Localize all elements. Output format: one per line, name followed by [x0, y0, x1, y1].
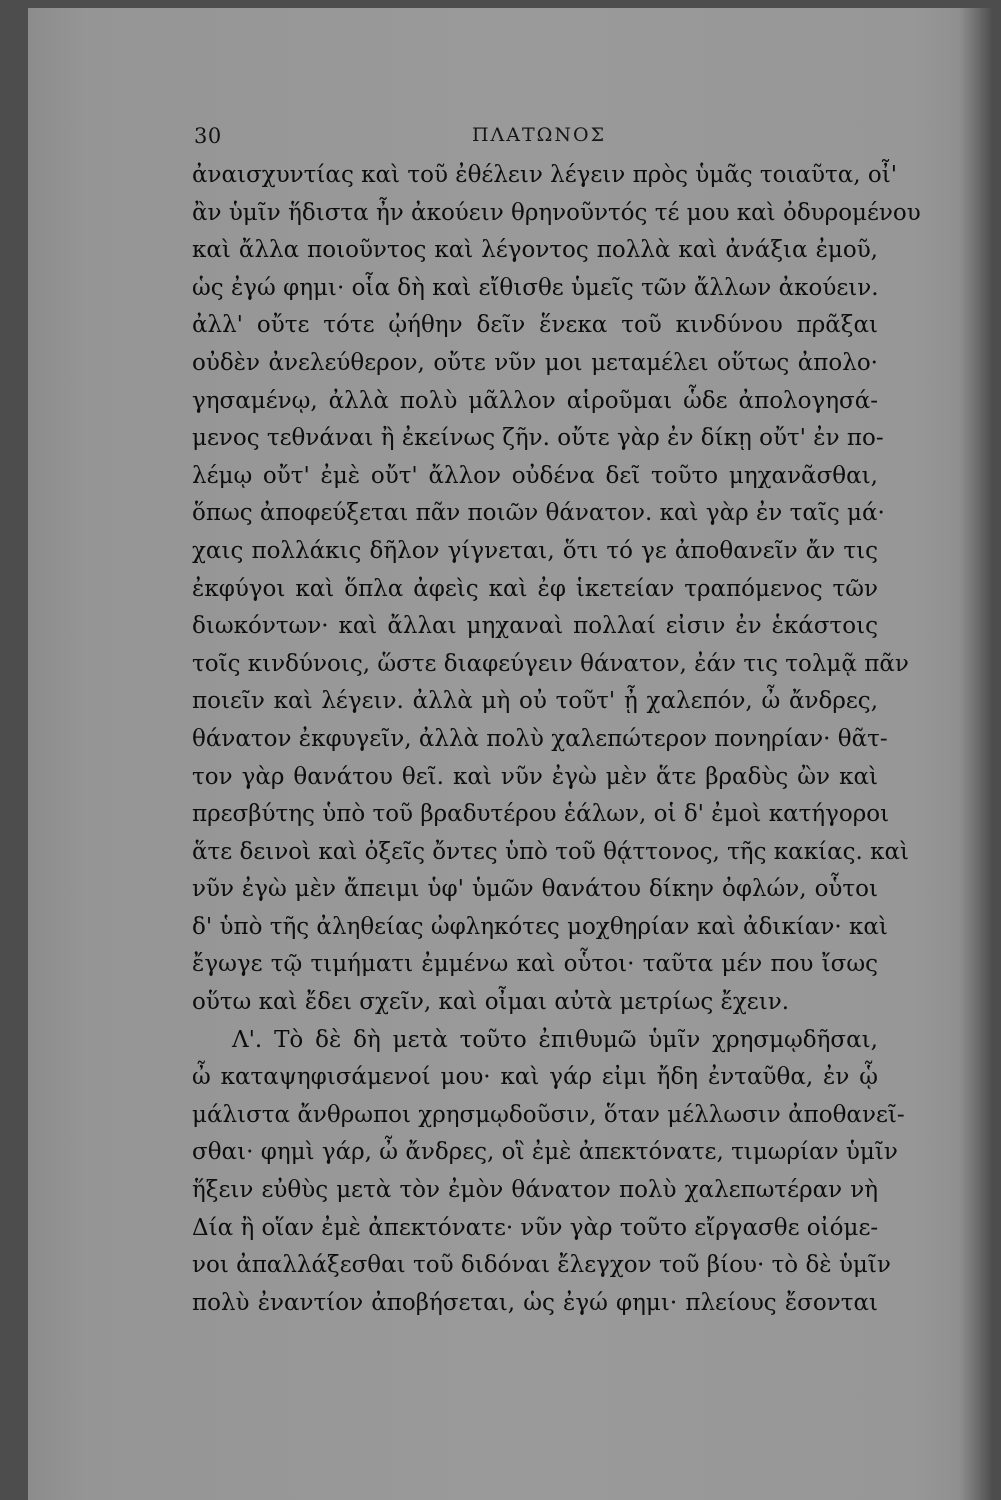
text-line: καὶ ἄλλα ποιοῦντος καὶ λέγοντος πολλὰ καὶ ἀνάξια ἐμοῦ, — [192, 237, 878, 264]
text-line: ἅτε δεινοὶ καὶ ὀξεῖς ὄντες ὑπὸ τοῦ θᾴττονος, τῆς κακίας. καὶ — [192, 838, 910, 865]
text-line: οὐδὲν ἀνελεύθερον, οὔτε νῦν μοι μεταμέλει οὕτως ἀπολο· — [192, 349, 878, 376]
section-start-line: Λ'. Τὸ δὲ δὴ μετὰ τοῦτο ἐπιθυμῶ ὑμῖν χρησμῳδῆσαι, — [232, 1026, 878, 1053]
text-line: ὦ καταψηφισάμενοί μου· καὶ γάρ εἰμι ἤδη ἐνταῦθα, ἐν ᾧ — [192, 1064, 878, 1091]
text-line: ἐκφύγοι καὶ ὅπλα ἀφεὶς καὶ ἐφ ἱκετείαν τραπόμενος τῶν — [192, 575, 878, 602]
text-line: σθαι· φημὶ γάρ, ὦ ἄνδρες, οἳ ἐμὲ ἀπεκτόνατε, τιμωρίαν ὑμῖν — [192, 1139, 898, 1166]
body-text — [192, 157, 921, 1322]
text-line: ἔγωγε τῷ τιμήματι ἐμμένω καὶ οὗτοι· ταῦτα μέν που ἴσως — [192, 951, 878, 978]
text-line: δ' ὑπὸ τῆς ἀληθείας ὠφληκότες μοχθηρίαν καὶ ἀδικίαν· καὶ — [192, 913, 888, 940]
text-line: τοῖς κινδύνοις, ὥστε διαφεύγειν θάνατον, ἐάν τις τολμᾷ πᾶν — [192, 650, 909, 677]
text-line: ποιεῖν καὶ λέγειν. ἀλλὰ μὴ οὐ τοῦτ' ᾖ χαλεπόν, ὦ ἄνδρες, — [192, 688, 878, 715]
text-line: διωκόντων· καὶ ἄλλαι μηχαναὶ πολλαί εἰσιν ἐν ἑκάστοις — [192, 613, 878, 640]
text-line: ἥξειν εὐθὺς μετὰ τὸν ἐμὸν θάνατον πολὺ χαλεπωτέραν νὴ — [192, 1177, 878, 1204]
paragraph-end-line: οὕτω καὶ ἔδει σχεῖν, καὶ οἶμαι αὐτὰ μετρίως ἔχειν. — [192, 989, 790, 1016]
page-header — [194, 120, 884, 152]
text-line: πολὺ ἐναντίον ἀποβήσεται, ὡς ἐγώ φημι· πλείους ἔσονται — [192, 1289, 878, 1316]
text-line: ἀναισχυντίας καὶ τοῦ ἐθέλειν λέγειν πρὸς ὑμᾶς τοιαῦτα, οἶ' — [192, 162, 898, 188]
text-line: Δία ἢ οἵαν ἐμὲ ἀπεκτόνατε· νῦν γὰρ τοῦτο εἴργασθε οἰόμε- — [192, 1214, 879, 1241]
text-line: τον γὰρ θανάτου θεῖ. καὶ νῦν ἐγὼ μὲν ἅτε βραδὺς ὢν καὶ — [192, 763, 878, 790]
text-line: ὡς ἐγώ φημι· οἷα δὴ καὶ εἴθισθε ὑμεῖς τῶν ἄλλων ἀκούειν. — [192, 274, 879, 301]
spine-shadow — [959, 8, 993, 1500]
text-line: χαις πολλάκις δῆλον γίγνεται, ὅτι τό γε ἀποθανεῖν ἄν τις — [192, 537, 878, 564]
text-line: ἀλλ' οὔτε τότε ᾠήθην δεῖν ἕνεκα τοῦ κινδύνου πρᾶξαι — [192, 312, 878, 339]
text-line: γησαμένῳ, ἀλλὰ πολὺ μᾶλλον αἱροῦμαι ὧδε ἀπολογησά- — [192, 387, 878, 414]
text-line: νοι ἀπαλλάξεσθαι τοῦ διδόναι ἔλεγχον τοῦ βίου· τὸ δὲ ὑμῖν — [192, 1252, 891, 1279]
text-line: μενος τεθνάναι ἢ ἐκείνως ζῆν. οὔτε γὰρ ἐν δίκῃ οὔτ' ἐν πο- — [192, 425, 884, 452]
running-head: ΠΛΑΤΩΝΟΣ — [471, 124, 607, 146]
text-line: πρεσβύτης ὑπὸ τοῦ βραδυτέρου ἑάλων, οἱ δ' ἐμοὶ κατήγοροι — [192, 801, 890, 828]
text-line: ὅπως ἀποφεύξεται πᾶν ποιῶν θάνατον. καὶ γὰρ ἐν ταῖς μά· — [192, 500, 885, 527]
text-line: λέμῳ οὔτ' ἐμὲ οὔτ' ἄλλον οὐδένα δεῖ τοῦτο μηχανᾶσθαι, — [192, 462, 878, 489]
text-line: ἂν ὑμῖν ἥδιστα ἦν ἀκούειν θρηνοῦντός τέ μου καὶ ὀδυρομένου — [192, 199, 921, 226]
page-number: 30 — [194, 124, 222, 148]
text-line: θάνατον ἐκφυγεῖν, ἀλλὰ πολὺ χαλεπώτερον πονηρίαν· θᾶτ- — [192, 725, 888, 752]
text-line: νῦν ἐγὼ μὲν ἄπειμι ὑφ' ὑμῶν θανάτου δίκην ὀφλών, οὗτοι — [192, 876, 878, 903]
text-line: μάλιστα ἄνθρωποι χρησμῳδοῦσιν, ὅταν μέλλωσιν ἀποθανεῖ- — [192, 1101, 905, 1128]
